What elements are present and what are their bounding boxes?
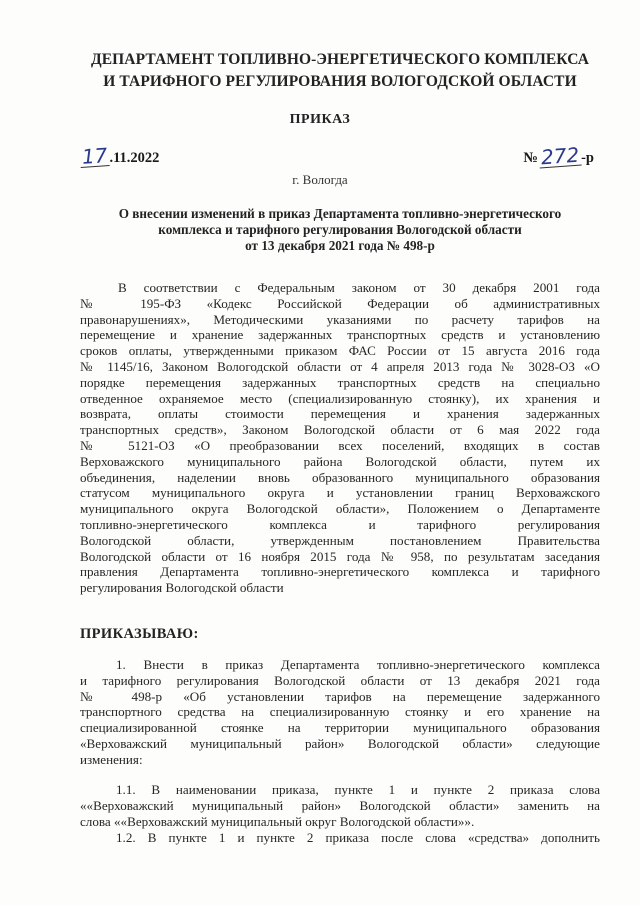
subject-line-2: комплекса и тарифного регулирования Вологодской области bbox=[158, 222, 522, 237]
item-1-line: № 498-р «Об установлении тарифов на перемещение задержанного bbox=[80, 688, 600, 704]
preamble-line: Вологодской области от 16 ноября 2015 года № 958, по результатам заседания bbox=[80, 548, 600, 564]
item-1-1-line: ««Верховажский муниципальный район» Вологодской области» заменить на bbox=[80, 797, 600, 813]
preamble-line: № 5121-ОЗ «О преобразовании всех поселений, входящих в состав bbox=[80, 437, 600, 453]
item-1-line: 1. Внести в приказ Департамента топливно-энергетического комплекса bbox=[116, 657, 600, 672]
date-number-line bbox=[80, 143, 594, 169]
printed-month-year: .11.2022 bbox=[109, 150, 160, 166]
preamble-paragraph bbox=[80, 280, 600, 596]
item-1-paragraph bbox=[80, 657, 600, 768]
subject-line-1: О внесении изменений в приказ Департамента топливно-энергетического bbox=[118, 206, 562, 221]
item-1-1-paragraph bbox=[80, 782, 600, 829]
preamble-line: В соответствии с Федеральным законом от 30 декабря 2001 года bbox=[118, 280, 600, 295]
preamble-line: № 1145/16, Законом Вологодской области от 4 апреля 2013 года № 3028-ОЗ «О bbox=[80, 358, 600, 374]
preamble-line: правления Департамента топливно-энергетического комплекса и тарифного bbox=[80, 564, 600, 580]
item-1-line: и тарифного регулирования Вологодской области от 13 декабря 2021 года bbox=[80, 672, 600, 688]
subject-line-3: от 13 декабря 2021 года № 498-р bbox=[245, 238, 435, 253]
preamble-line: муниципального округа Вологодской области», Положением о Департаменте bbox=[80, 501, 600, 517]
preamble-line: регулирования Вологодской области bbox=[80, 580, 284, 596]
preamble-line: возврата, оплаты стоимости перемещения и хранения задержанных bbox=[80, 406, 600, 422]
organization-name bbox=[60, 49, 620, 93]
preamble-line: перемещение и хранение задержанных транспортных средств и установлению bbox=[80, 327, 600, 343]
organization-name-line-2: И ТАРИФНОГО РЕГУЛИРОВАНИЯ ВОЛОГОДСКОЙ ОБЛАСТИ bbox=[103, 73, 577, 90]
decree-word: ПРИКАЗЫВАЮ: bbox=[80, 626, 199, 642]
item-1-line: транспортного средства на специализированную стоянку и его хранение на bbox=[80, 704, 600, 720]
item-1-line: специализированной стоянке на территории муниципального образования bbox=[80, 720, 600, 736]
document-type-title: ПРИКАЗ bbox=[289, 112, 351, 127]
item-1-2-paragraph bbox=[80, 830, 600, 846]
preamble-line: правонарушениях», Методическими указаниями по расчету тарифов на bbox=[80, 311, 600, 327]
city-name: г. Вологда bbox=[292, 172, 348, 187]
preamble-line: отведенное охраняемое место (специализированную стоянку), их хранения и bbox=[80, 390, 600, 406]
preamble-line: № 195-ФЗ «Кодекс Российской Федерации об административных bbox=[80, 295, 600, 311]
handwritten-day: 17 bbox=[81, 143, 109, 169]
preamble-line: объединения, наделении вновь образованного муниципального образования bbox=[80, 469, 600, 485]
order-number bbox=[523, 142, 594, 170]
organization-name-line-1: ДЕПАРТАМЕНТ ТОПЛИВНО-ЭНЕРГЕТИЧЕСКОГО КОМПЛЕКСА bbox=[90, 51, 590, 68]
preamble-line: Верховажского муниципального района Вологодской области, путем их bbox=[80, 453, 600, 469]
order-date bbox=[80, 143, 160, 169]
handwritten-number: 272 bbox=[540, 142, 580, 170]
preamble-line: сроков оплаты, утвержденными приказом ФАС России от 15 августа 2016 года bbox=[80, 343, 600, 359]
preamble-line: транспортных средств», Законом Вологодской области от 6 мая 2022 года bbox=[80, 422, 600, 438]
preamble-line: Вологодской области, утвержденным постановлением Правительства bbox=[80, 532, 600, 548]
item-1-2-line: 1.2. В пункте 1 и пункте 2 приказа после слова «средства» дополнить bbox=[116, 830, 600, 845]
number-suffix: -р bbox=[581, 150, 594, 166]
order-subject bbox=[60, 206, 620, 254]
item-1-line: «Верховажский муниципальный район» Вологодской области» следующие bbox=[80, 735, 600, 751]
preamble-line: статусом муниципального округа и установлении границ Верховажского bbox=[80, 485, 600, 501]
preamble-line: топливно-энергетического комплекса и тарифного регулирования bbox=[80, 516, 600, 532]
item-1-line: изменения: bbox=[80, 751, 143, 767]
number-sign: № bbox=[523, 150, 538, 166]
item-1-1-line: слова ««Верховажский муниципальный округ Вологодской области»». bbox=[80, 813, 475, 829]
item-1-1-line: 1.1. В наименовании приказа, пункте 1 и пункте 2 приказа слова bbox=[116, 782, 600, 797]
preamble-line: порядке перемещения задержанных транспортных средств на специально bbox=[80, 374, 600, 390]
